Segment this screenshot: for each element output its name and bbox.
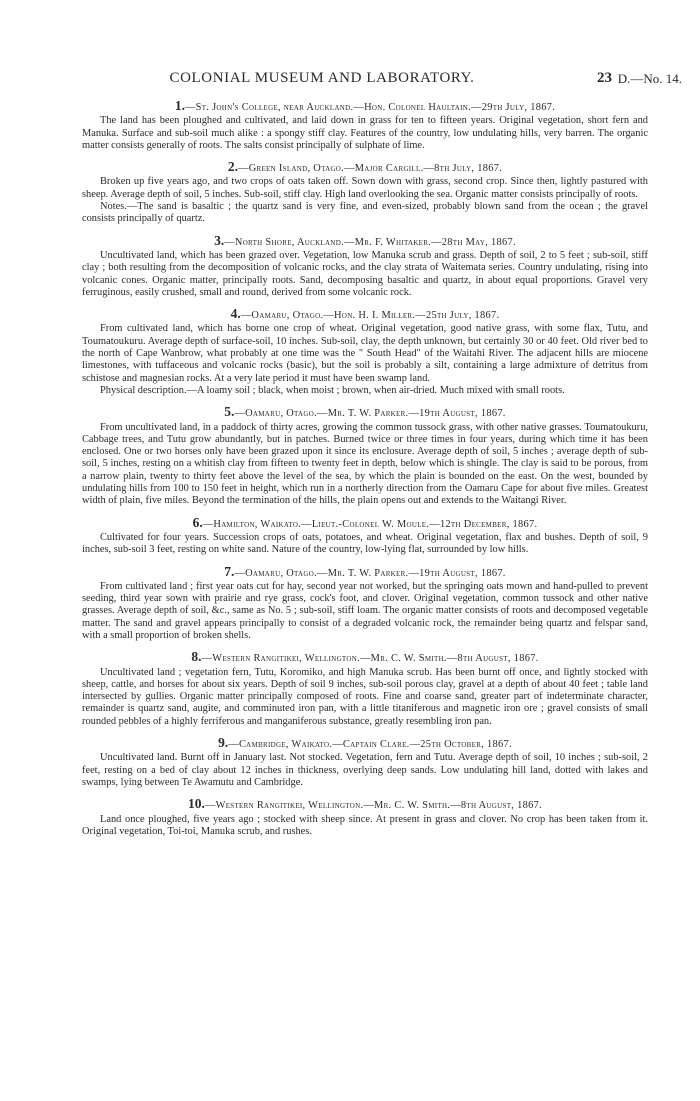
page-title: COLONIAL MUSEUM AND LABORATORY.	[169, 70, 475, 86]
running-header	[82, 72, 682, 92]
entry-heading	[82, 798, 648, 812]
entry-number: 1.	[174, 98, 185, 113]
entry-heading-text: —Oamaru, Otago.—Mr. T. W. Parker.—19th August, 1867.	[234, 567, 506, 579]
sample-entry	[82, 232, 648, 299]
entry-number: 5.	[224, 404, 235, 420]
entry-number: 10.	[188, 796, 205, 812]
entry-heading	[82, 232, 648, 249]
entry-heading	[82, 161, 648, 175]
entry-heading	[82, 406, 648, 420]
entry-heading	[82, 308, 648, 322]
entry-heading-text: —Oamaru, Otago.—Hon. H. I. Miller.—25th July, 1867.	[240, 310, 500, 322]
entry-heading	[82, 651, 648, 665]
entry-heading-text: —Green Island, Otago.—Major Cargill.—8th July, 1867.	[238, 163, 503, 175]
sample-entry	[82, 100, 648, 152]
entry-paragraph: Uncultivated land. Burnt off in January last. Not stocked. Vegetation, fern and Tutu. Average depth of soil, 10 inches ; sub-soil, 2 feet, resting on a bed of clay about 12 inches in thickness, overlying deep sands. Low undulating hill land, dotted with lakes and swamps, lying between Te Awamutu and Cambridge.	[82, 752, 648, 788]
entry-heading	[82, 514, 648, 531]
sample-entry	[82, 563, 648, 643]
entry-paragraph: From cultivated land ; first year oats cut for hay, second year not worked, but the springing oats mown and hand-pulled to prevent seeding, third year sown with prairie and rye grass, cock's foot, and clover. Original vegetation, common tussock and other native grasses. Average depth of soil, &c., same as No. 5 ; sub-soil, stiff loam. The organic matter consists of roots and decomposed vegetable matter. The sand and gravel appears principally to consist of a degraded volcanic rock, the remainder being quartz and felspar sand, with a small proportion of broken shells.	[82, 580, 648, 641]
entry-heading-text: —Cambridge, Waikato.—Captain Clare.—25th October, 1867.	[228, 739, 512, 751]
entry-paragraph: From uncultivated land, in a paddock of thirty acres, growing the common tussock grass, with other native grasses. Toumatoukuru, Cabbage trees, and Tutu grow abundantly, but in patches. Burned twice or three times in four years, during which time it has been enclosed. One or two horses only have been grazed upon it since its enclosure. Average depth of soil, 5 inches ; average depth of sub-soil, 5 inches, resting on a whitish clay from fifteen to twenty feet in depth, below which is shingle. The clay is said to be porous, from a narrow plain, twenty to thirty feet above the level of the sea, by which the plain is bounded on the east. On the west, bounded by undulating hills from 100 to 150 feet in height, which run in a northerly direction from the Oamaru Cape for about five miles. Greatest width of plain, five miles. Beyond the termination of the hills, the plain opens out and extends to the Waitangi River.	[82, 421, 648, 507]
document-series: D.—No. 14.	[617, 71, 682, 86]
entry-paragraph: Broken up five years ago, and two crops of oats taken off. Sown down with grass, second crop. Since then, lightly pastured with sheep. Average depth of soil, 5 inches. Sub-soil, stiff clay. High land overlooking the sea. Organic matter consists principally of roots.	[82, 176, 648, 200]
entry-paragraph: Notes.—The sand is basaltic ; the quartz sand is very fine, and even-sized, probably blown sand from the ocean ; the gravel consists principally of quartz.	[82, 201, 648, 225]
sample-entry	[82, 308, 648, 397]
entry-paragraph: Land once ploughed, five years ago ; stocked with sheep since. At present in grass and clover. No crop has been taken from it. Original vegetation, Toi-toi, Manuka scrub, and rushes.	[82, 813, 648, 837]
page-number: 23	[597, 70, 612, 86]
sample-entry	[82, 798, 648, 838]
entry-heading-text: —Western Rangitikei, Wellington.—Mr. C. W. Smith.—8th August, 1867.	[204, 800, 542, 812]
sample-entry	[82, 651, 648, 728]
entry-number: 7.	[224, 563, 235, 579]
entry-number: 8.	[191, 649, 202, 665]
sample-entry	[82, 406, 648, 507]
entry-heading-text: —St. John's College, near Auckland.—Hon. Colonel Haultain.—29th July, 1867.	[184, 102, 556, 113]
sample-entry	[82, 161, 648, 225]
entry-paragraph: Uncultivated land, which has been grazed over. Vegetation, low Manuka scrub and grass. Depth of soil, 2 to 5 feet ; sub-soil, stiff clay ; both resulting from the decomposition of volcanic rocks, and the clay strata of Waitemata series. Country undulating, rising into volcanic cones. Organic matter, principally roots. Sand, decomposing basaltic and quartz, in about equal proportions. Gravel very ferruginous, easily crushed, small and round, derived from some volcanic rock.	[82, 249, 648, 298]
entry-heading-text: —Hamilton, Waikato.—Lieut.-Colonel W. Moule.—12th December, 1867.	[202, 518, 538, 530]
entry-number: 9.	[218, 735, 229, 751]
entry-number: 4.	[230, 306, 241, 322]
entry-number: 6.	[192, 514, 203, 530]
entry-paragraph: Physical description.—A loamy soil ; black, when moist ; brown, when air-dried. Much mixed with small roots.	[100, 384, 565, 396]
sample-entry	[82, 737, 648, 789]
entry-paragraph: Uncultivated land ; vegetation fern, Tutu, Koromiko, and high Manuka scrub. Has been burnt off once, and lightly stocked with sheep, cattle, and horses for about six years. Depth of soil 9 inches, sub-soil porous clay, gravel at a depth of about 40 feet ; table land intersected by gullies. Organic matter principally composed of roots. Fine and coarse sand, greater part of indeterminate character, remainder is quartz sand, augite, and comminuted iron pan, with a little titaniferous and magnetic iron ore ; gravel consists of small rounded pebbles of a highly ferriferous and manganiferous substance, greatly resembling iron pan.	[82, 666, 648, 727]
entry-paragraph: Cultivated for four years. Succession crops of oats, potatoes, and wheat. Original vegetation, flax and bushes. Depth of soil, 9 inches, sub-soil 3 feet, resting on white sand. Nature of the country, low-lying flat, surrounded by low hills.	[82, 531, 648, 556]
entry-paragraph: From cultivated land, which has borne one crop of wheat. Original vegetation, good native grass, with some flax, Tutu, and Toumatoukuru. Average depth of surface-soil, 10 inches. Sub-soil, clay, the depth unknown, but certainly 30 or 40 feet. Old river bed to the north of Cape Wanbrow, what probably at one time was the " South Head" of the Waitahi River. The adjacent hills are miocene limestones, with tuffaceous and volcanic rocks (basic), but the soil is probably a silt, containing a large admixture of detritus from schistose and magnesian rocks. At a very late period it must have been swamp land.	[82, 323, 648, 384]
entry-heading	[82, 737, 648, 751]
entry-heading	[82, 563, 648, 580]
entries-list	[82, 100, 648, 847]
sample-entry	[82, 514, 648, 557]
entry-heading-text: —Western Rangitikei, Wellington.—Mr. C. W. Smith.—8th August, 1867.	[201, 653, 539, 665]
entry-heading-text: —North Shore, Auckland.—Mr. F. Whitaker.—28th May, 1867.	[224, 236, 516, 248]
entry-number: 2.	[227, 159, 239, 175]
entry-number: 3.	[214, 232, 225, 248]
entry-paragraph: The land has been ploughed and cultivated, and laid down in grass for ten to fifteen years. Original vegetation, short fern and Manuka. Surface and sub-soil much alike : a spongy stiff clay. Features of the country, low undulating hills, very barren. The organic matter consists generally of roots. The salts consist principally of sulphate of lime.	[82, 115, 648, 151]
entry-heading	[82, 100, 648, 114]
entry-heading-text: —Oamaru, Otago.—Mr. T. W. Parker.—19th August, 1867.	[234, 408, 506, 420]
